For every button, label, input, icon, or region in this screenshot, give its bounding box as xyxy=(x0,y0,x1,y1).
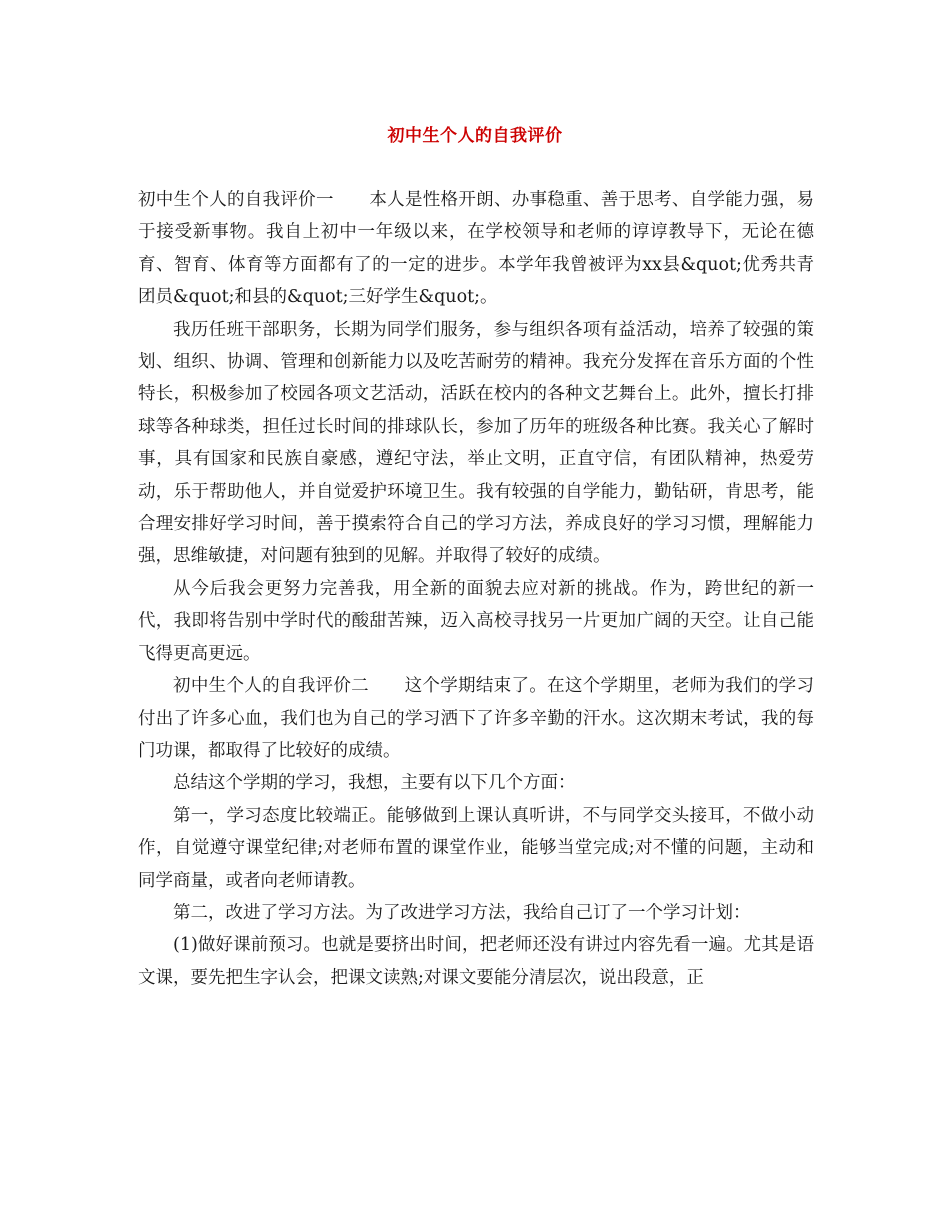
document-body xyxy=(138,184,814,994)
paragraph-8: (1)做好课前预习。也就是要挤出时间，把老师还没有讲过内容先看一遍。尤其是语文课，要先把生字认会，把课文读熟;对课文要能分清层次，说出段意，正 xyxy=(138,935,814,988)
paragraph-1: 初中生个人的自我评价一 本人是性格开朗、办事稳重、善于思考、自学能力强，易于接受新事物。我自上初中一年级以来，在学校领导和老师的谆谆教导下，无论在德育、智育、体育等方面都有了的一定的进步。本学年我曾被评为xx县&quot;优秀共青团员&quot;和县的&quot;三好学生&quot;。 xyxy=(138,190,814,308)
paragraph-5: 总结这个学期的学习，我想，主要有以下几个方面： xyxy=(173,773,576,794)
paragraph-7: 第二，改进了学习方法。为了改进学习方法，我给自己订了一个学习计划： xyxy=(173,902,751,923)
page-title: 初中生个人的自我评价 xyxy=(387,126,563,146)
paragraph-4: 初中生个人的自我评价二 这个学期结束了。在这个学期里，老师为我们的学习付出了许多心血，我们也为自己的学习洒下了许多辛勤的汗水。这次期末考试，我的每门功课，都取得了比较好的成绩。 xyxy=(138,676,814,761)
paragraph-3: 从今后我会更努力完善我，用全新的面貌去应对新的挑战。作为，跨世纪的新一代，我即将告别中学时代的酸甜苦辣，迈入高校寻找另一片更加广阔的天空。让自己能飞得更高更远。 xyxy=(138,578,814,664)
paragraph-6: 第一，学习态度比较端正。能够做到上课认真听讲，不与同学交头接耳，不做小动作，自觉遵守课堂纪律;对老师布置的课堂作业，能够当堂完成;对不懂的问题，主动和同学商量，或者向老师请教。 xyxy=(138,805,814,891)
paragraph-2: 我历任班干部职务，长期为同学们服务，参与组织各项有益活动，培养了较强的策划、组织、协调、管理和创新能力以及吃苦耐劳的精神。我充分发挥在音乐方面的个性特长，积极参加了校园各项文艺活动，活跃在校内的各种文艺舞台上。此外，擅长打排球等各种球类，担任过长时间的排球队长，参加了历年的班级各种比赛。我关心了解时事，具有国家和民族自豪感，遵纪守法，举止文明，正直守信，有团队精神，热爱劳动，乐于帮助他人，并自觉爱护环境卫生。我有较强的自学能力，勤钻研，肯思考，能合理安排好学习时间，善于摸索符合自己的学习方法，养成良好的学习习惯，理解能力强，思维敏捷，对问题有独到的见解。并取得了较好的成绩。 xyxy=(138,319,814,567)
